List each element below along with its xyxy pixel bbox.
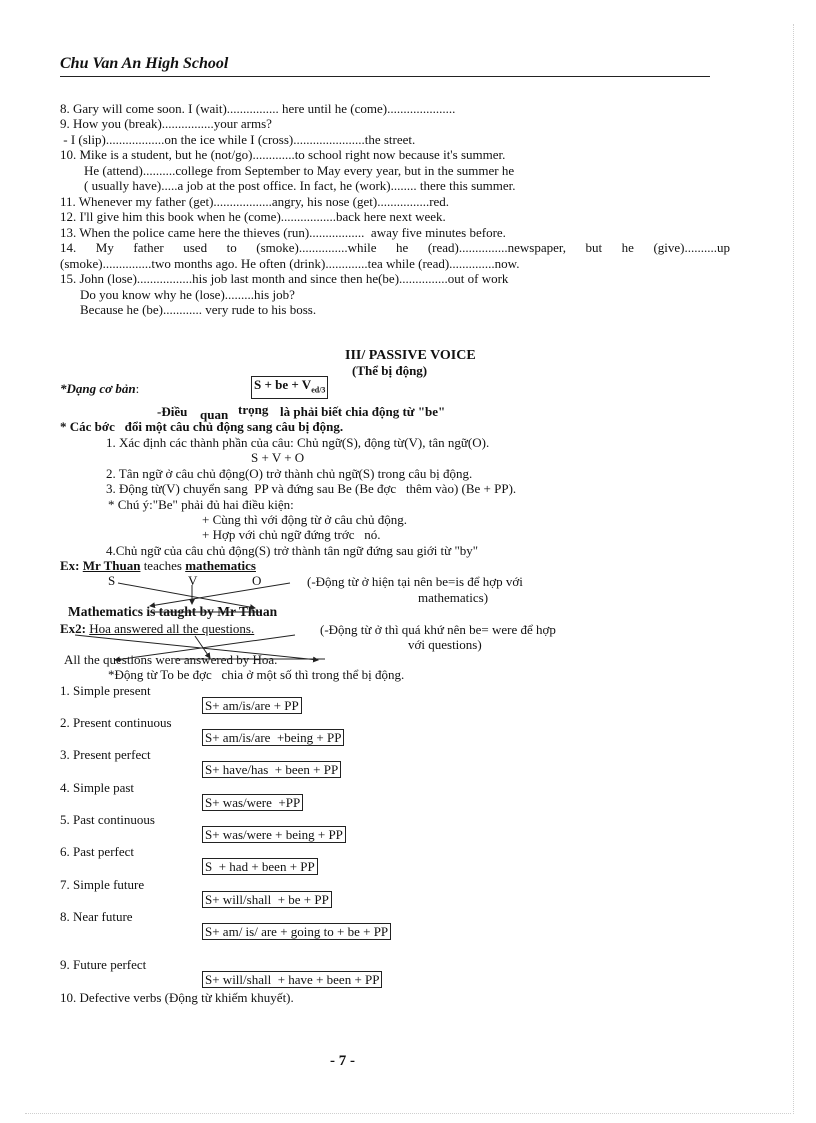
exercise-line: 12. I'll give him this book when he (come).................back here next week.	[60, 209, 446, 224]
tense-name: 9. Future perfect	[60, 957, 147, 972]
example-1-note-cont: mathematics)	[418, 590, 489, 605]
condition-1: + Cùng thì với động từ ở câu chủ động.	[202, 512, 408, 527]
tense-name: 10. Defective verbs (Động từ khiếm khuyết).	[60, 990, 294, 1005]
tense-name: 2. Present continuous	[60, 715, 172, 730]
page-border-bottom	[25, 1113, 791, 1114]
exercise-line: 14. My father used to (smoke)...............while he (read)...............newspaper, but he (give)..........up	[60, 240, 730, 255]
basic-form-label: *Dạng cơ bản:	[60, 381, 140, 396]
exercise-line: (smoke)...............two months ago. He often (drink).............tea while (read)..............now.	[60, 256, 520, 271]
example-2-note-cont: với questions)	[408, 637, 482, 652]
example-2: Ex2: Hoa answered all the questions.	[60, 621, 255, 636]
note-quan: quan	[200, 407, 229, 422]
label-o: O	[252, 573, 262, 588]
tense-note: *Động từ To be đợc chia ở một số thì trong thể bị động.	[108, 667, 405, 682]
step-4: 4.Chủ ngữ của câu chủ động(S) trở thành tân ngữ đứng sau giới từ "by"	[106, 543, 479, 558]
exercise-line: Because he (be)............ very rude to his boss.	[80, 302, 317, 317]
label-v: V	[188, 573, 198, 588]
basic-formula: S + be + $V_{ed/3}$	[251, 376, 328, 399]
note-important: là phải biết chia động từ "be"	[280, 404, 446, 419]
tense-formula: S+ will/shall + have + been + PP	[202, 971, 382, 988]
tense-name: 7. Simple future	[60, 877, 145, 892]
tense-name: 1. Simple present	[60, 683, 151, 698]
tense-formula: S+ am/is/are + PP	[202, 697, 302, 714]
exercise-line: Do you know why he (lose).........his job?	[80, 287, 295, 302]
label-s: S	[108, 573, 116, 588]
tense-formula: S+ will/shall + be + PP	[202, 891, 332, 908]
step-2: 2. Tân ngữ ở câu chủ động(O) trở thành chủ ngữ(S) trong câu bị động.	[106, 466, 473, 481]
steps-heading: * Các bớc đổi một câu chủ động sang câu bị động.	[60, 419, 344, 434]
example-1: Ex: Mr Thuan teaches mathematics	[60, 558, 256, 573]
example-2-note: (-Động từ ở thì quá khứ nên be= were để hợp	[320, 622, 556, 637]
tense-formula: S + had + been + PP	[202, 858, 318, 875]
example-1-note: (-Động từ ở hiện tại nên be=is để hợp với	[307, 574, 523, 589]
arrow-line	[118, 583, 255, 608]
tense-formula: S+ am/is/are +being + PP	[202, 729, 344, 746]
tense-name: 6. Past perfect	[60, 844, 135, 859]
section-heading: III/ PASSIVE VOICE	[345, 348, 476, 363]
exercise-line: 11. Whenever my father (get)..................angry, his nose (get)................red.	[60, 194, 450, 209]
be-note: * Chú ý:"Be" phải đủ hai điều kiện:	[108, 497, 294, 512]
exercise-line: ( usually have).....a job at the post office. In fact, he (work)........ there this summer.	[84, 178, 516, 193]
tense-formula: S+ am/ is/ are + going to + be + PP	[202, 923, 391, 940]
tense-name: 8. Near future	[60, 909, 133, 924]
example-2-passive: All the questions were answered by Hoa.	[64, 652, 278, 667]
exercise-line: 15. John (lose).................his job last month and since then he(be)...............out of work	[60, 271, 509, 286]
exercise-line: 8. Gary will come soon. I (wait)................ here until he (come).....................	[60, 101, 456, 116]
page-border-right	[793, 24, 794, 1114]
exercise-line: 10. Mike is a student, but he (not/go).............to school right now because it's summer.	[60, 147, 506, 162]
tense-formula: S+ was/were + being + PP	[202, 826, 346, 843]
condition-2: + Hợp với chủ ngữ đứng trớc nó.	[202, 527, 381, 542]
arrow-line	[115, 635, 295, 660]
step-3: 3. Động từ(V) chuyển sang PP và đứng sau Be (Be đợc thêm vào) (Be + PP).	[106, 481, 517, 496]
example-1-passive: Mathematics is taught by Mr Thuan	[68, 604, 278, 619]
page-number: - 7 -	[330, 1053, 355, 1069]
arrow-line	[150, 583, 290, 606]
exercise-line: 13. When the police came here the thieves (run)................. away five minutes before.	[60, 225, 506, 240]
exercise-line: He (attend)..........college from September to May every year, but in the summer he	[84, 163, 515, 178]
tense-name: 4. Simple past	[60, 780, 135, 795]
note-dieu: -Điều	[157, 404, 188, 419]
page-header-title: Chu Van An High School	[60, 55, 229, 72]
exercise-line: - I (slip)..................on the ice while I (cross)......................the street.	[60, 132, 416, 147]
exercise-line: 9. How you (break)................your arms?	[60, 116, 272, 131]
tense-name: 3. Present perfect	[60, 747, 151, 762]
section-subheading: (Thể bị động)	[352, 363, 428, 378]
note-trong: trọng	[238, 402, 269, 417]
tense-formula: S+ have/has + been + PP	[202, 761, 341, 778]
svo-formula: S + V + O	[251, 450, 305, 465]
tense-name: 5. Past continuous	[60, 812, 155, 827]
step-1: 1. Xác định các thành phần của câu: Chủ ngữ(S), động từ(V), tân ngữ(O).	[106, 435, 490, 450]
tense-formula: S+ was/were +PP	[202, 794, 303, 811]
